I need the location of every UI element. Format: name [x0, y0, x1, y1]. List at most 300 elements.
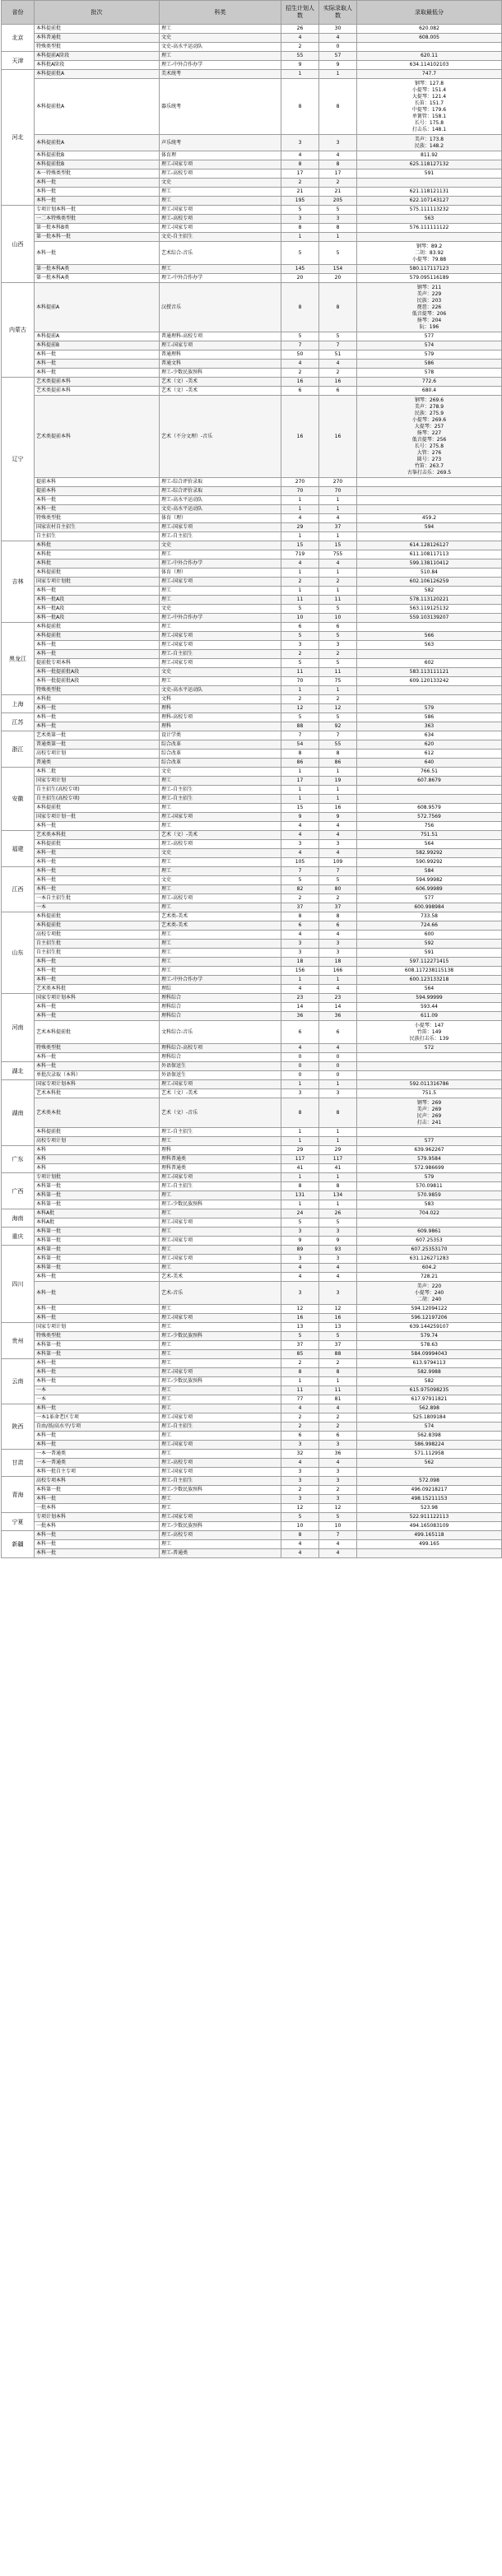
table-row — [2, 1549, 502, 1558]
table-row — [2, 1450, 502, 1459]
plan-count-cell: 145 — [281, 265, 319, 274]
subject-cell: 理科综合-高校专项 — [160, 1044, 281, 1053]
plan-count-cell: 2 — [281, 1359, 319, 1368]
subject-cell: 设计学类 — [160, 731, 281, 740]
min-score-cell — [357, 496, 502, 505]
subject-cell: 理工-自主招生 — [160, 1128, 281, 1137]
min-score-cell: 钢琴：211 美声：229 民族：203 琵琶：226 低音提琴：206 扬琴：204 阮：196 — [357, 283, 502, 332]
plan-count-cell: 0 — [281, 1071, 319, 1080]
table-row — [2, 1237, 502, 1246]
admitted-count-cell: 15 — [319, 541, 357, 550]
table-row — [2, 1314, 502, 1323]
subject-cell: 理科 — [160, 1146, 281, 1155]
min-score-cell: 578.113120221 — [357, 596, 502, 605]
subject-cell: 理工 — [160, 1404, 281, 1413]
min-score-cell: 566 — [357, 632, 502, 641]
admitted-count-cell: 4 — [319, 1044, 357, 1053]
min-score-cell: 579 — [357, 704, 502, 713]
min-score-cell: 580.117117123 — [357, 265, 502, 274]
subject-cell: 理工 — [160, 1395, 281, 1404]
table-row — [2, 596, 502, 605]
table-row — [2, 1089, 502, 1098]
subject-cell: 理工-国家专项 — [160, 813, 281, 822]
subject-cell: 理科综合 — [160, 994, 281, 1003]
subject-cell: 理工 — [160, 931, 281, 940]
subject-cell: 理工-国家专项 — [160, 160, 281, 169]
admitted-count-cell: 6 — [319, 921, 357, 931]
table-row — [2, 940, 502, 949]
admitted-count-cell: 9 — [319, 813, 357, 822]
min-score-cell: 607.25353 — [357, 1237, 502, 1246]
plan-count-cell: 719 — [281, 550, 319, 559]
subject-cell: 理工 — [160, 885, 281, 894]
batch-cell: 本科一批 — [35, 1003, 160, 1012]
min-score-cell — [357, 43, 502, 52]
plan-count-cell: 1 — [281, 1377, 319, 1386]
subject-cell: 文史 — [160, 179, 281, 188]
province-cell: 湖北 — [2, 1062, 35, 1080]
admitted-count-cell: 1 — [319, 233, 357, 242]
min-score-cell: 604.2 — [357, 1264, 502, 1273]
subject-cell: 理工-中外合作办学 — [160, 61, 281, 70]
batch-cell: 提前批专项本科 — [35, 659, 160, 668]
table-row — [2, 1323, 502, 1332]
batch-cell: 高校专项批 — [35, 931, 160, 940]
min-score-cell: 572.7569 — [357, 813, 502, 822]
subject-cell: 理工-综合评价录取 — [160, 478, 281, 487]
batch-cell: 本科一批 — [35, 1549, 160, 1558]
min-score-cell: 522.911122113 — [357, 1513, 502, 1522]
plan-count-cell: 3 — [281, 1255, 319, 1264]
batch-cell: 国家专项计划 — [35, 777, 160, 786]
plan-count-cell: 12 — [281, 1305, 319, 1314]
min-score-cell: 591 — [357, 169, 502, 179]
subject-cell: 理科普通类 — [160, 1155, 281, 1164]
batch-cell: 本科批 — [35, 695, 160, 704]
subject-cell: 文史 — [160, 605, 281, 614]
batch-cell: 一二本特殊类型批 — [35, 215, 160, 224]
batch-cell: 本科一批 — [35, 1314, 160, 1323]
batch-cell: 第一批本科B类 — [35, 224, 160, 233]
admitted-count-cell: 7 — [319, 867, 357, 876]
min-score-cell: 586.998224 — [357, 1441, 502, 1450]
plan-count-cell: 3 — [281, 1477, 319, 1486]
table-row — [2, 1404, 502, 1413]
plan-count-cell: 26 — [281, 25, 319, 34]
batch-cell: 自主招生(高校专项) — [35, 795, 160, 804]
admitted-count-cell: 8 — [319, 79, 357, 135]
admitted-count-cell: 6 — [319, 1021, 357, 1044]
min-score-cell: 602 — [357, 659, 502, 668]
batch-cell: 本科一批提前批A段 — [35, 677, 160, 686]
table-row — [2, 786, 502, 795]
subject-cell: 理工-少数民族预科 — [160, 1377, 281, 1386]
min-score-cell: 608.9579 — [357, 804, 502, 813]
min-score-cell: 704.022 — [357, 1209, 502, 1218]
plan-count-cell: 17 — [281, 169, 319, 179]
batch-cell: 艺术类本科批 — [35, 985, 160, 994]
batch-cell: 本科一批 — [35, 1062, 160, 1071]
table-row — [2, 614, 502, 623]
subject-cell: 艺术类-美术 — [160, 921, 281, 931]
table-row — [2, 1173, 502, 1182]
admitted-count-cell: 4 — [319, 360, 357, 369]
table-row — [2, 532, 502, 541]
batch-cell: 普通类 — [35, 759, 160, 768]
province-cell: 四川 — [2, 1246, 35, 1323]
batch-cell: 本科提前A — [35, 332, 160, 341]
table-row — [2, 876, 502, 885]
admitted-count-cell: 70 — [319, 487, 357, 496]
subject-cell: 体育理 — [160, 151, 281, 160]
plan-count-cell: 8 — [281, 1182, 319, 1191]
plan-count-cell: 5 — [281, 1218, 319, 1228]
table-row — [2, 1071, 502, 1080]
admitted-count-cell: 36 — [319, 1450, 357, 1459]
table-row — [2, 1062, 502, 1071]
min-score-cell: 363 — [357, 722, 502, 731]
subject-cell: 理工 — [160, 858, 281, 867]
subject-cell: 理工 — [160, 1540, 281, 1549]
subject-cell: 普通文科 — [160, 360, 281, 369]
batch-cell: 本科一批 — [35, 197, 160, 206]
plan-count-cell: 9 — [281, 61, 319, 70]
table-row — [2, 396, 502, 478]
batch-cell: 本科 — [35, 1146, 160, 1155]
min-score-cell: 611.108117113 — [357, 550, 502, 559]
table-row — [2, 976, 502, 985]
admitted-count-cell: 20 — [319, 274, 357, 283]
admitted-count-cell: 3 — [319, 940, 357, 949]
batch-cell: 本科一批自主专项 — [35, 1468, 160, 1477]
batch-cell: 一本 — [35, 903, 160, 912]
admitted-count-cell: 37 — [319, 523, 357, 532]
batch-cell: 本科一批 — [35, 704, 160, 713]
plan-count-cell: 6 — [281, 1432, 319, 1441]
admitted-count-cell: 51 — [319, 350, 357, 360]
batch-cell: 本科第一批 — [35, 1228, 160, 1237]
batch-cell: 本科提前批 — [35, 1128, 160, 1137]
subject-cell: 理科 — [160, 722, 281, 731]
batch-cell: 艺术类本科批 — [35, 831, 160, 840]
table-row — [2, 1522, 502, 1531]
min-score-cell: 571.112958 — [357, 1450, 502, 1459]
batch-cell: 本科一批 — [35, 876, 160, 885]
batch-cell: 国家专项计划一批 — [35, 813, 160, 822]
admitted-count-cell: 13 — [319, 1323, 357, 1332]
subject-cell: 理工 — [160, 265, 281, 274]
batch-cell: 一本自主招生批 — [35, 894, 160, 903]
admitted-count-cell: 5 — [319, 1218, 357, 1228]
min-score-cell: 639.144259107 — [357, 1323, 502, 1332]
table-row — [2, 1486, 502, 1495]
table-header-row — [2, 1, 502, 25]
admitted-count-cell: 4 — [319, 559, 357, 569]
min-score-cell: 620.082 — [357, 25, 502, 34]
min-score-cell — [357, 1218, 502, 1228]
plan-count-cell: 82 — [281, 885, 319, 894]
min-score-cell: 724.66 — [357, 921, 502, 931]
subject-cell: 器乐统考 — [160, 79, 281, 135]
table-row — [2, 34, 502, 43]
subject-cell: 理工-国家专项 — [160, 1413, 281, 1423]
batch-cell: 本科第一批 — [35, 1350, 160, 1359]
table-row — [2, 79, 502, 135]
min-score-cell: 606.99989 — [357, 885, 502, 894]
batch-cell: 本科一批 — [35, 505, 160, 514]
admitted-count-cell: 166 — [319, 967, 357, 976]
subject-cell: 理科-高校专项 — [160, 713, 281, 722]
batch-cell: 本科提前批A — [35, 135, 160, 151]
admitted-count-cell: 7 — [319, 731, 357, 740]
subject-cell: 理工-国家专项 — [160, 1080, 281, 1089]
admitted-count-cell: 8 — [319, 224, 357, 233]
plan-count-cell: 270 — [281, 478, 319, 487]
table-row — [2, 169, 502, 179]
admitted-count-cell: 1 — [319, 786, 357, 795]
subject-cell: 艺术（文）-美术 — [160, 387, 281, 396]
min-score-cell — [357, 532, 502, 541]
plan-count-cell: 1 — [281, 786, 319, 795]
table-row — [2, 1459, 502, 1468]
admitted-count-cell: 154 — [319, 265, 357, 274]
table-row — [2, 224, 502, 233]
subject-cell: 文史-高水平运动队 — [160, 43, 281, 52]
admitted-count-cell: 11 — [319, 596, 357, 605]
plan-count-cell: 3 — [281, 641, 319, 650]
plan-count-cell: 3 — [281, 135, 319, 151]
plan-count-cell: 12 — [281, 1504, 319, 1513]
subject-cell: 理科综合 — [160, 1053, 281, 1062]
subject-cell: 艺术（文）-美术 — [160, 1089, 281, 1098]
plan-count-cell: 13 — [281, 1323, 319, 1332]
plan-count-cell: 17 — [281, 777, 319, 786]
subject-cell: 文史 — [160, 668, 281, 677]
batch-cell: 艺术类本批 — [35, 1098, 160, 1128]
subject-cell: 理工 — [160, 1246, 281, 1255]
subject-cell: 理工 — [160, 967, 281, 976]
subject-cell: 理工 — [160, 188, 281, 197]
min-score-cell: 562.8398 — [357, 1432, 502, 1441]
plan-count-cell: 8 — [281, 750, 319, 759]
admitted-count-cell: 4 — [319, 831, 357, 840]
table-row — [2, 632, 502, 641]
subject-cell: 理工 — [160, 1323, 281, 1332]
plan-count-cell: 1 — [281, 1173, 319, 1182]
table-row — [2, 514, 502, 523]
subject-cell: 理工 — [160, 1350, 281, 1359]
batch-cell: 本科提前批 — [35, 25, 160, 34]
admitted-count-cell: 4 — [319, 931, 357, 940]
subject-cell: 理科普通类 — [160, 1164, 281, 1173]
subject-cell: 理工-少数民族预科 — [160, 1486, 281, 1495]
batch-cell: 一本一普通类 — [35, 1459, 160, 1468]
batch-cell: 自主招生批 — [35, 940, 160, 949]
table-row — [2, 369, 502, 378]
subject-cell: 理工 — [160, 1341, 281, 1350]
plan-count-cell: 7 — [281, 867, 319, 876]
batch-cell: 艺术类提前本科 — [35, 396, 160, 478]
plan-count-cell: 5 — [281, 876, 319, 885]
table-row — [2, 197, 502, 206]
subject-cell: 声乐统考 — [160, 135, 281, 151]
admitted-count-cell: 5 — [319, 876, 357, 885]
admitted-count-cell: 3 — [319, 1282, 357, 1305]
province-cell: 北京 — [2, 25, 35, 52]
batch-cell: 本科提前A — [35, 283, 160, 332]
province-cell: 湖南 — [2, 1080, 35, 1146]
plan-count-cell: 2 — [281, 578, 319, 587]
plan-count-cell: 21 — [281, 188, 319, 197]
admitted-count-cell: 11 — [319, 1386, 357, 1395]
batch-cell: 本科一批 — [35, 822, 160, 831]
admitted-count-cell: 16 — [319, 1314, 357, 1323]
table-row — [2, 1540, 502, 1549]
subject-cell: 理工-综合评价录取 — [160, 487, 281, 496]
batch-cell: 本科一批 — [35, 350, 160, 360]
admitted-count-cell: 7 — [319, 1531, 357, 1540]
table-row — [2, 25, 502, 34]
table-row — [2, 1350, 502, 1359]
admitted-count-cell: 7 — [319, 341, 357, 350]
min-score-cell: 586 — [357, 360, 502, 369]
subject-cell: 理工-高校专项 — [160, 840, 281, 849]
table-row — [2, 1228, 502, 1237]
subject-cell: 文史 — [160, 876, 281, 885]
min-score-cell — [357, 1128, 502, 1137]
admitted-count-cell: 2 — [319, 179, 357, 188]
admitted-count-cell: 23 — [319, 994, 357, 1003]
batch-cell: 艺术类提前本科 — [35, 378, 160, 387]
table-row — [2, 1441, 502, 1450]
admitted-count-cell: 80 — [319, 885, 357, 894]
admitted-count-cell: 2 — [319, 650, 357, 659]
subject-cell: 理工-国家专项 — [160, 659, 281, 668]
admitted-count-cell: 3 — [319, 949, 357, 958]
batch-cell: 本科一批 — [35, 1282, 160, 1305]
batch-cell: 本科提前批 — [35, 912, 160, 921]
admitted-count-cell: 37 — [319, 903, 357, 912]
batch-cell: 国家专项计划本科 — [35, 1080, 160, 1089]
batch-cell: 一本 — [35, 1395, 160, 1404]
table-row — [2, 731, 502, 740]
province-cell: 新疆 — [2, 1531, 35, 1558]
min-score-cell: 584.09994043 — [357, 1350, 502, 1359]
plan-count-cell: 2 — [281, 695, 319, 704]
admitted-count-cell: 41 — [319, 1164, 357, 1173]
min-score-cell — [357, 686, 502, 695]
batch-cell: 本科提前批B — [35, 160, 160, 169]
admitted-count-cell: 8 — [319, 283, 357, 332]
min-score-cell: 811.92 — [357, 151, 502, 160]
table-row — [2, 1413, 502, 1423]
min-score-cell — [357, 1468, 502, 1477]
subject-cell: 理工-高水平运动队 — [160, 496, 281, 505]
admitted-count-cell: 81 — [319, 1395, 357, 1404]
plan-count-cell: 1 — [281, 233, 319, 242]
admitted-count-cell: 0 — [319, 1053, 357, 1062]
min-score-cell: 美声：220 小提琴：240 二胡：240 — [357, 1282, 502, 1305]
table-row — [2, 777, 502, 786]
min-score-cell: 钢琴：269 美声：269 民声：269 打击：241 — [357, 1098, 502, 1128]
min-score-cell: 498.15211153 — [357, 1495, 502, 1504]
plan-count-cell: 1 — [281, 1128, 319, 1137]
min-score-cell: 625.118127132 — [357, 160, 502, 169]
admission-score-table — [1, 0, 502, 1558]
table-row — [2, 1495, 502, 1504]
admitted-count-cell: 5 — [319, 659, 357, 668]
batch-cell: 本科一批 — [35, 360, 160, 369]
min-score-cell: 579.74 — [357, 1332, 502, 1341]
min-score-cell: 594.99999 — [357, 994, 502, 1003]
batch-cell: 本科一批 — [35, 1495, 160, 1504]
batch-cell: 特殊类型批 — [35, 686, 160, 695]
batch-cell: 本科一批 — [35, 722, 160, 731]
subject-cell: 理科综合 — [160, 1003, 281, 1012]
admitted-count-cell: 55 — [319, 740, 357, 750]
batch-cell: 本科一批 — [35, 858, 160, 867]
batch-cell: 自主招生批 — [35, 949, 160, 958]
province-cell: 陕西 — [2, 1404, 35, 1450]
subject-cell: 理工-国家专项 — [160, 224, 281, 233]
table-row — [2, 677, 502, 686]
admitted-count-cell: 3 — [319, 840, 357, 849]
header-plan-count: 招生计划人数 — [281, 1, 319, 25]
subject-cell: 理工-国家专项 — [160, 1173, 281, 1182]
table-row — [2, 487, 502, 496]
batch-cell: 本科一批 — [35, 1441, 160, 1450]
province-cell: 贵州 — [2, 1323, 35, 1359]
batch-cell: 本科一批 — [35, 1432, 160, 1441]
admitted-count-cell: 17 — [319, 169, 357, 179]
min-score-cell: 562.898 — [357, 1404, 502, 1413]
batch-cell: 一本一普通类 — [35, 1450, 160, 1459]
table-row — [2, 550, 502, 559]
plan-count-cell: 5 — [281, 242, 319, 265]
table-row — [2, 1044, 502, 1053]
min-score-cell: 609.9861 — [357, 1228, 502, 1237]
subject-cell: 理工-国家专项 — [160, 1255, 281, 1264]
table-row — [2, 1305, 502, 1314]
table-row — [2, 1386, 502, 1395]
batch-cell: 本科第一批 — [35, 1237, 160, 1246]
min-score-cell: 609.120133242 — [357, 677, 502, 686]
plan-count-cell: 70 — [281, 677, 319, 686]
admitted-count-cell: 2 — [319, 695, 357, 704]
subject-cell: 理工-国家专项 — [160, 641, 281, 650]
plan-count-cell: 50 — [281, 350, 319, 360]
min-score-cell: 614.128126127 — [357, 541, 502, 550]
table-row — [2, 1377, 502, 1386]
subject-cell: 理工-国家专项 — [160, 1513, 281, 1522]
table-row — [2, 242, 502, 265]
batch-cell: 本科A批 — [35, 1209, 160, 1218]
admitted-count-cell: 8 — [319, 1368, 357, 1377]
min-score-cell: 597.112271415 — [357, 958, 502, 967]
batch-cell: 本科一批 — [35, 1273, 160, 1282]
subject-cell: 理工 — [160, 596, 281, 605]
plan-count-cell: 10 — [281, 614, 319, 623]
min-score-cell: 563 — [357, 641, 502, 650]
batch-cell: 本科一批 — [35, 369, 160, 378]
table-row — [2, 1021, 502, 1044]
province-cell: 江苏 — [2, 713, 35, 731]
admitted-count-cell: 5 — [319, 632, 357, 641]
min-score-cell: 钢琴：269.6 美声：278.9 民族：275.9 小提琴：269.6 大提琴：257 扬琴：227 低音提琴：256 长号：275.8 大管：276 圆号：273 竹笛：263.7 古筝打击乐：269.5 — [357, 396, 502, 478]
subject-cell: 理工-国家专项 — [160, 1237, 281, 1246]
min-score-cell: 579 — [357, 1173, 502, 1182]
min-score-cell: 572 — [357, 1044, 502, 1053]
